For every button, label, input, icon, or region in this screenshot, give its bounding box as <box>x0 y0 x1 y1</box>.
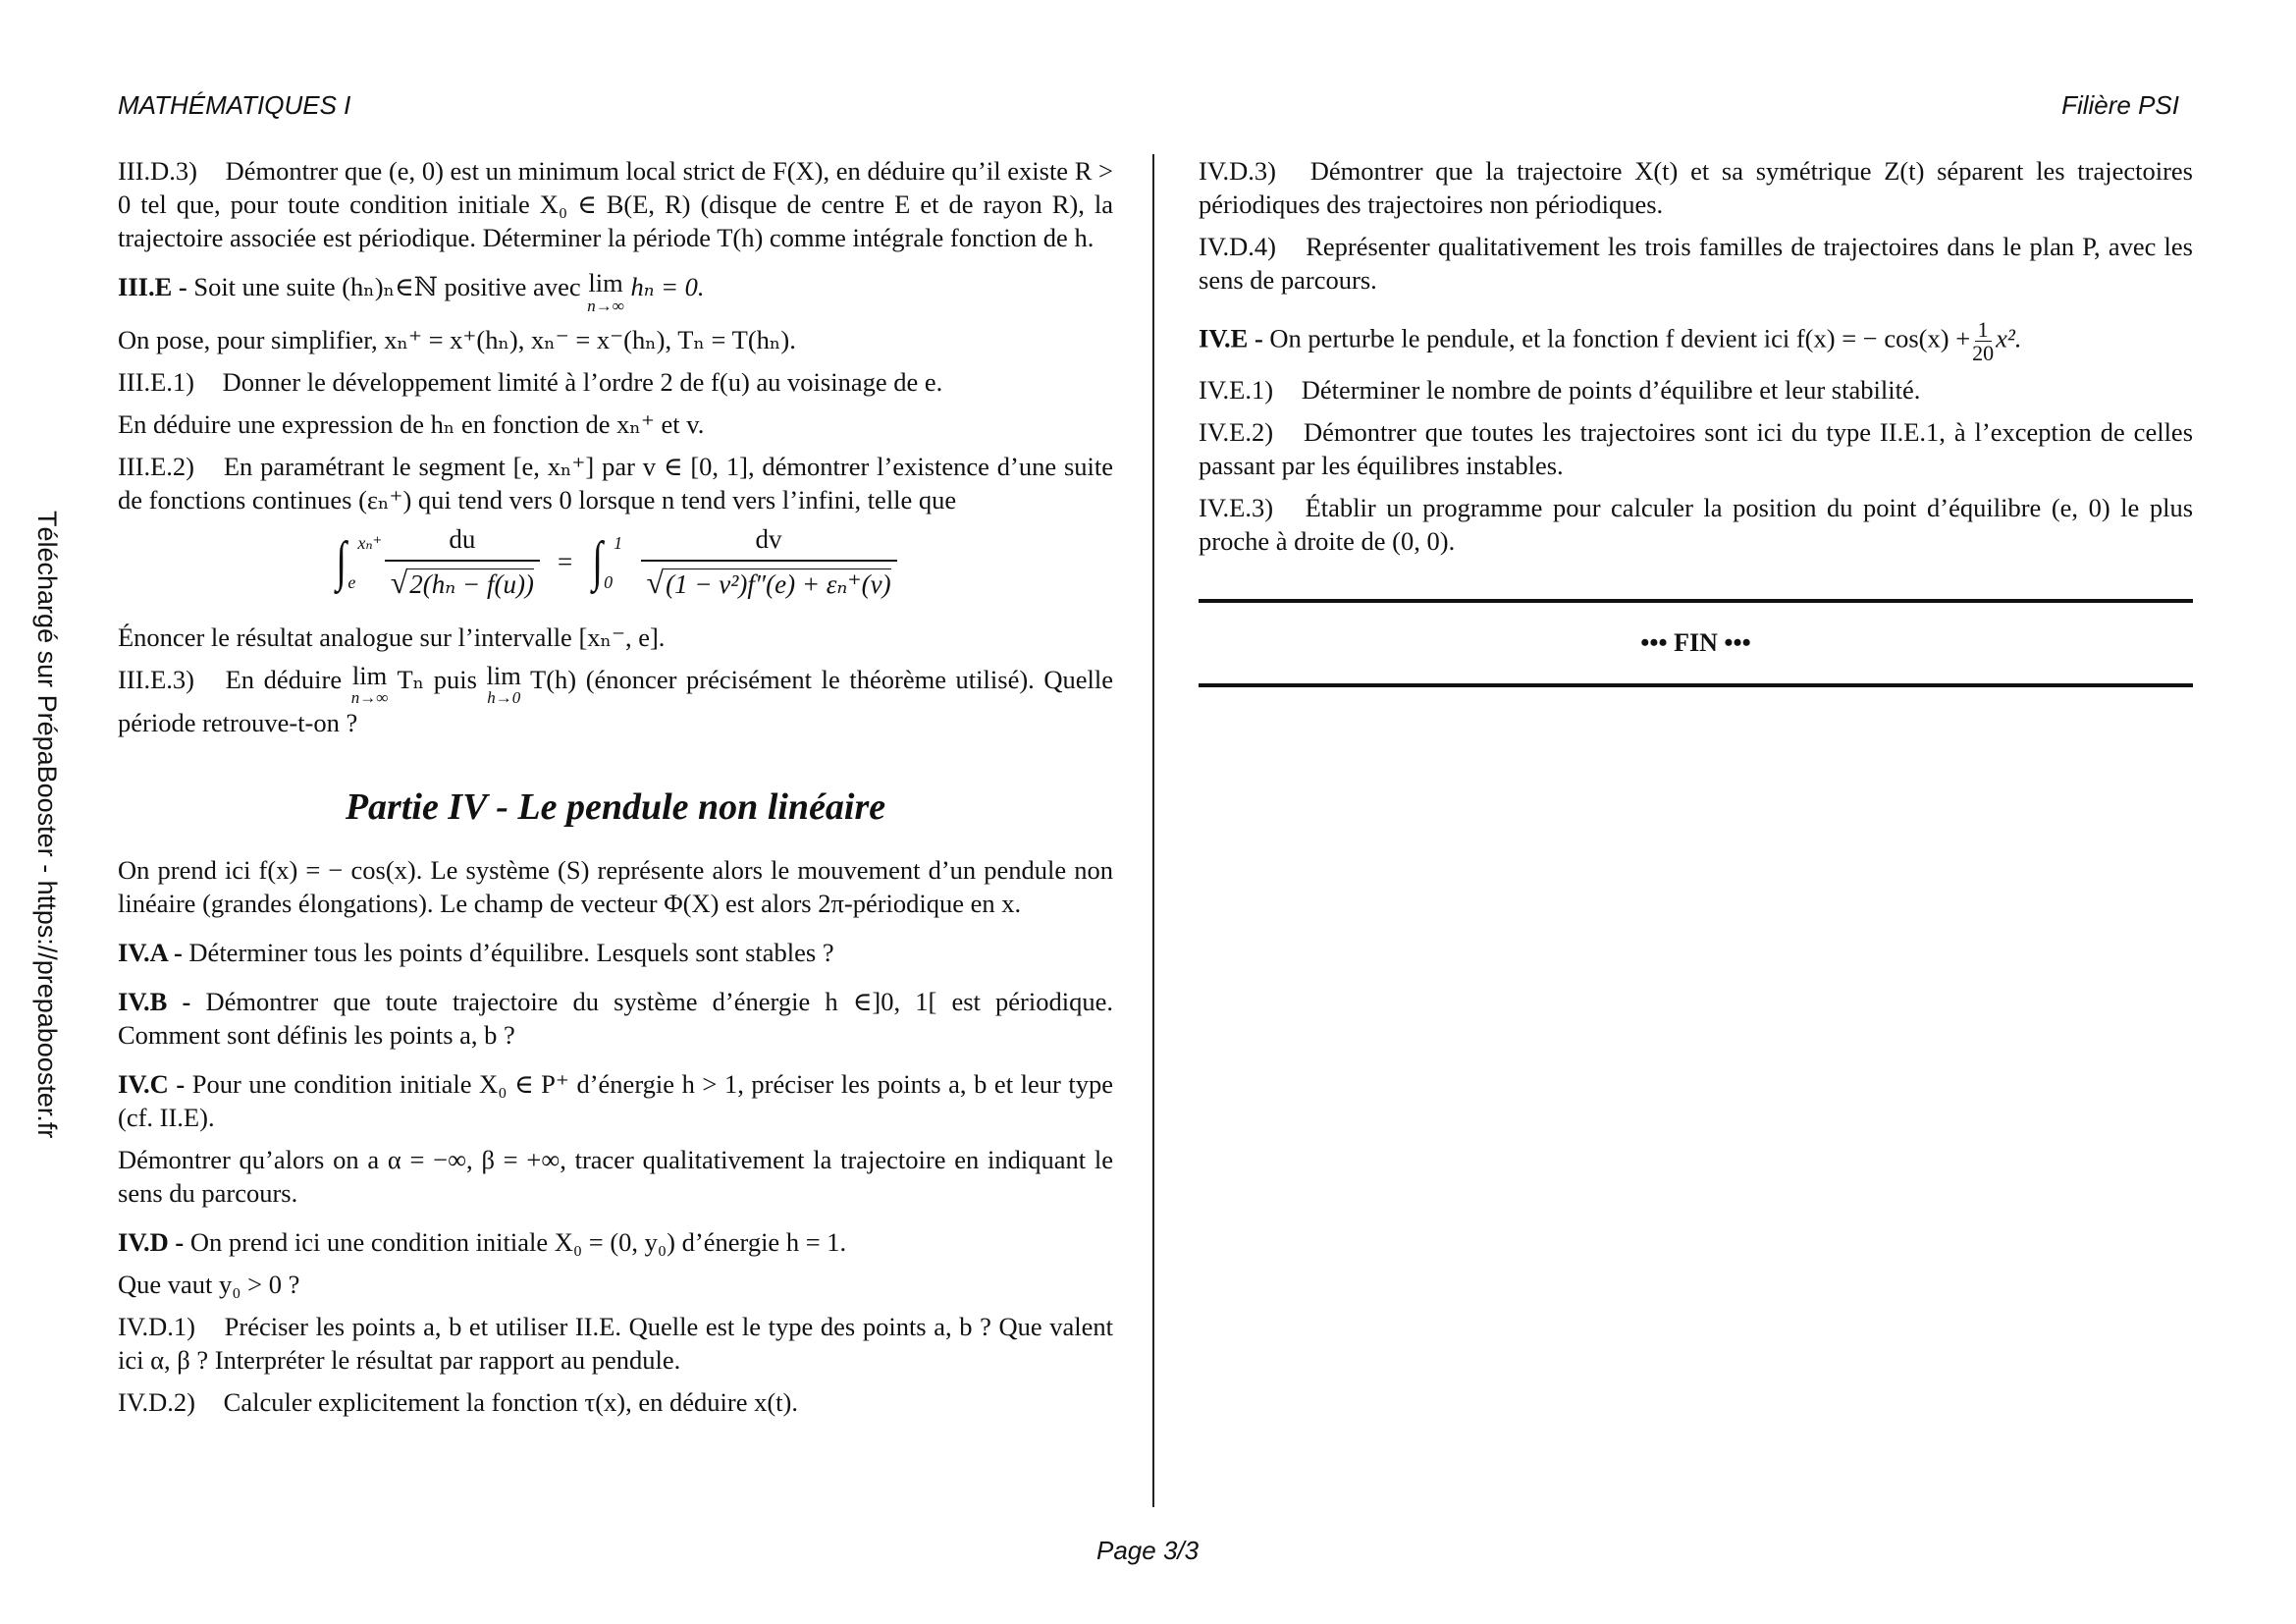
definitions-text: On pose, pour simplifier, xₙ⁺ = x⁺(hₙ), xₙ⁻ = x⁻(hₙ), Tₙ = T(hₙ). <box>118 324 796 354</box>
question-number: IV.D.4) <box>1199 232 1277 261</box>
limit-word: lim <box>486 660 521 690</box>
integral-lower-bound: e <box>347 571 356 592</box>
question-number: III.E.3) <box>118 664 194 694</box>
fraction-one-twentieth <box>1972 318 1994 364</box>
fraction-right <box>641 522 897 601</box>
question-text: En déduire <box>225 664 343 694</box>
column-divider <box>1152 154 1154 1507</box>
question-number: IV.E.2) <box>1199 417 1274 448</box>
question-text: Donner le développement limité à l’ordre 2 de f(u) au voisinage de e. <box>222 366 943 397</box>
fraction-denominator: 20 <box>1972 341 1995 366</box>
part-intro <box>118 853 1113 920</box>
question-label: IV.E - <box>1199 323 1263 353</box>
question-III-D-3 <box>118 154 1113 254</box>
deduce-hn-paragraph <box>118 407 1113 441</box>
question-IV-E-2 <box>1199 415 2193 482</box>
question-text: Démontrer que toute trajectoire du système d’énergie h ∈]0, 1[ est périodique. Comment sont définis les points a, b ? <box>118 987 1113 1050</box>
question-text: Démontrer que (e, 0) est un minimum local strict de F(X), en déduire qu’il existe R > 0 tel que, pour toute condition initiale X₀ ∈ B(E, R) (disque de centre E et de rayon R), la trajectoire associée est périodique. Déterminer la période T(h) comme intégrale fonction de h. <box>118 156 1114 252</box>
integral-lower-bound: 0 <box>604 571 614 592</box>
integral-equation <box>118 516 1113 615</box>
question-text: On perturbe le pendule, et la fonction f devient ici f(x) = − cos(x) + <box>1269 323 1971 353</box>
analogous-result-text: Énoncer le résultat analogue sur l’intervalle [xₙ⁻, e]. <box>118 622 666 652</box>
question-number: IV.E.1) <box>1199 375 1274 406</box>
question-label: IV.D - <box>118 1227 185 1257</box>
limit-operator <box>486 660 521 707</box>
question-IV-D-4 <box>1199 230 2193 297</box>
integral-left <box>334 530 383 592</box>
limit-subscript: h→0 <box>487 688 521 707</box>
fraction-numerator: du <box>449 523 476 554</box>
question-text-end: hₙ = 0. <box>630 272 705 301</box>
integral-sign-icon: ∫ <box>592 530 604 592</box>
question-label: III.E - <box>118 272 187 301</box>
question-number: III.E.1) <box>118 366 194 397</box>
alpha-beta-paragraph <box>118 1143 1113 1210</box>
fraction-denominator <box>641 560 897 601</box>
page-number: Page 3/3 <box>1096 1536 1200 1565</box>
question-IV-E-3 <box>1199 491 2193 558</box>
left-column <box>118 154 1113 1428</box>
question-IV-D-2 <box>118 1385 1113 1419</box>
question-label: IV.A - <box>118 938 183 967</box>
end-marker: ••• FIN ••• <box>1640 628 1751 658</box>
formula <box>334 522 896 601</box>
question-III-E-2 <box>118 450 1113 516</box>
sqrt-radicand: 2(hₙ − f(u)) <box>409 568 534 599</box>
question-number: III.E.2) <box>118 451 194 481</box>
question-III-E <box>118 270 1113 314</box>
limit-operator <box>350 660 389 707</box>
sqrt-icon: √ <box>390 564 408 600</box>
question-text: En paramétrant le segment [e, xₙ⁺] par v ∈ [0, 1], démontrer l’existence d’une suite de fonctions continues (εₙ⁺) qui tend vers 0 lorsque n tend vers l’infini, telle que <box>118 451 1114 514</box>
sqrt-icon: √ <box>646 564 665 600</box>
question-text: Déterminer tous les points d’équilibre. Lesquels sont stables ? <box>188 938 834 967</box>
integral-right <box>590 530 623 592</box>
limit-operator <box>587 270 624 314</box>
question-text: Représenter qualitativement les trois familles de trajectoires dans le plan P, avec les sens de parcours. <box>1199 232 2193 295</box>
question-number: IV.E.3) <box>1199 493 1274 523</box>
question-text: Pour une condition initiale X₀ ∈ P⁺ d’énergie h > 1, préciser les points a, b et leur type (cf. II.E). <box>118 1069 1114 1132</box>
fraction-left <box>385 522 540 601</box>
question-IV-B <box>118 985 1113 1052</box>
question-IV-A <box>118 936 1113 969</box>
question-IV-C <box>118 1067 1113 1134</box>
limit-word: lim <box>351 660 388 690</box>
question-text: Déterminer le nombre de points d’équilibre et leur stabilité. <box>1301 375 1921 406</box>
question-text: Démontrer que la trajectoire X(t) et sa symétrique Z(t) séparent les trajectoires périodiques des trajectoires non périodiques. <box>1199 156 2193 219</box>
right-column <box>1199 154 2193 687</box>
part-title: Partie IV - Le pendule non linéaire <box>345 786 886 828</box>
y0-question <box>118 1268 1113 1301</box>
question-IV-D-1 <box>118 1310 1113 1377</box>
end-rule-bottom <box>1199 683 2193 687</box>
question-text: Démontrer que toutes les trajectoires sont ici du type II.E.1, à l’exception de celles passant par les équilibres instables. <box>1199 417 2194 481</box>
question-text: Calculer explicitement la fonction τ(x), en déduire x(t). <box>223 1387 798 1417</box>
end-block <box>1199 599 2193 687</box>
question-III-E-3 <box>118 660 1114 740</box>
question-text: Soit une suite (hₙ)ₙ∈ℕ positive avec <box>193 272 581 301</box>
equals-sign: = <box>557 546 573 576</box>
header-track: Filière PSI <box>2061 90 2179 120</box>
question-IV-E-1 <box>1199 373 2193 406</box>
limit-subscript: n→∞ <box>350 688 389 707</box>
sqrt-radicand: (1 − v²)f″(e) + εₙ⁺(v) <box>666 568 891 599</box>
integral-upper-bound: 1 <box>614 532 623 553</box>
question-IV-E <box>1199 318 2193 364</box>
definitions-paragraph <box>118 323 1113 356</box>
question-text-end: x². <box>1996 323 2022 353</box>
question-text: Préciser les points a, b et utiliser II.E. Quelle est le type des points a, b ? Que valent ici α, β ? Interpréter le résultat par rapport au pendule. <box>118 1312 1113 1375</box>
question-label: IV.B - <box>118 987 191 1016</box>
question-IV-D <box>118 1225 1113 1259</box>
download-watermark: Téléchargé sur PrépaBooster - https://prepabooster.fr <box>32 511 62 1139</box>
header-subject: MATHÉMATIQUES I <box>118 90 351 120</box>
integral-upper-bound: xₙ⁺ <box>357 532 383 553</box>
fraction-numerator: 1 <box>1975 318 1992 342</box>
question-III-E-1 <box>118 365 1113 399</box>
y0-question-text: Que vaut y₀ > 0 ? <box>118 1270 300 1299</box>
question-text: Tₙ puis <box>397 664 477 694</box>
limit-subscript: n→∞ <box>587 296 624 315</box>
question-text: Établir un programme pour calculer la position du point d’équilibre (e, 0) le plus proche à droite de (0, 0). <box>1199 493 2194 557</box>
fraction-numerator: dv <box>755 523 782 554</box>
deduce-hn-text: En déduire une expression de hₙ en fonction de xₙ⁺ et v. <box>118 408 705 439</box>
question-number: IV.D.2) <box>118 1387 196 1417</box>
part-intro-text: On prend ici f(x) = − cos(x). Le système (S) représente alors le mouvement d’un pendule non linéaire (grandes élongations). Le champ de vecteur Φ(X) est alors 2π-périodique en x. <box>118 855 1113 918</box>
question-number: III.D.3) <box>118 156 197 186</box>
question-IV-D-3 <box>1199 154 2193 221</box>
question-text: On prend ici une condition initiale X₀ = (0, y₀) d’énergie h = 1. <box>189 1227 847 1257</box>
question-text: T(h) (énoncer précisément le théorème utilisé). Quelle période retrouve-t-on ? <box>118 664 1114 737</box>
question-number: IV.D.3) <box>1199 156 1277 186</box>
question-label: IV.C - <box>118 1069 186 1099</box>
question-number: IV.D.1) <box>118 1312 196 1341</box>
alpha-beta-text: Démontrer qu’alors on a α = −∞, β = +∞, tracer qualitativement la trajectoire en indiquant le sens du parcours. <box>118 1145 1113 1208</box>
analogous-result-paragraph <box>118 621 1113 654</box>
fraction-denominator <box>385 560 540 601</box>
limit-word: lim <box>588 268 623 298</box>
integral-sign-icon: ∫ <box>336 530 347 592</box>
